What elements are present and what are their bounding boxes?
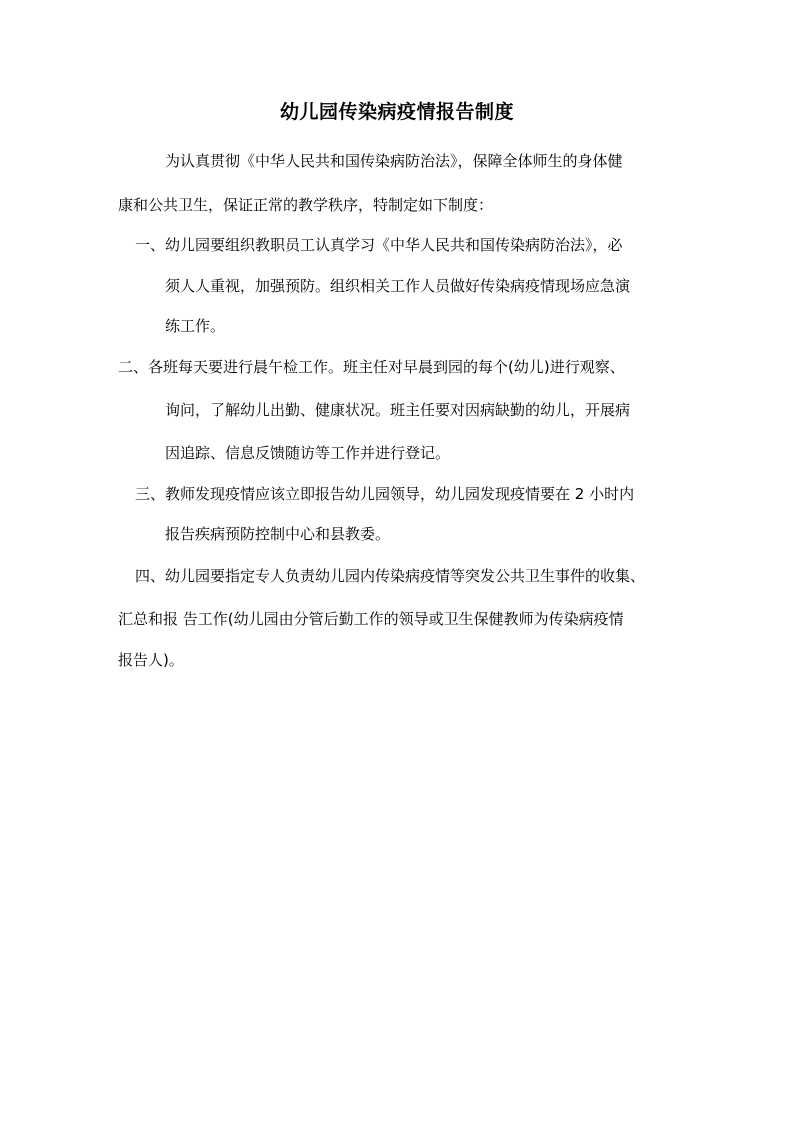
item-2-line-1: 二、各班每天要进行晨午检工作。班主任对早晨到园的每个(幼儿)进行观察、 — [118, 358, 625, 376]
item-3-line-1: 三、教师发现疫情应该立即报告幼儿园领导，幼儿园发现疫情要在 2 小时内 — [135, 485, 635, 503]
item-1-line-3: 练工作。 — [165, 317, 226, 335]
item-2-line-3: 因追踪、信息反馈随访等工作并进行登记。 — [165, 444, 451, 462]
item-1-line-1: 一、幼儿园要组织教职员工认真学习《中华人民共和国传染病防治法》，必 — [135, 236, 623, 254]
item-4-line-3: 报告人)。 — [118, 651, 184, 669]
item-2-line-2: 询问，了解幼儿出勤、健康状况。班主任要对因病缺勤的幼儿，开展病 — [165, 401, 631, 419]
item-4-line-2: 汇总和报 告工作(幼儿园由分管后勤工作的领导或卫生保健教师为传染病疫情 — [118, 610, 624, 628]
intro-line-1: 为认真贯彻《中华人民共和国传染病防治法》，保障全体师生的身体健 — [165, 152, 623, 170]
item-1-line-2: 须人人重视，加强预防。组织相关工作人员做好传染病疫情现场应急演 — [165, 277, 631, 295]
document-title: 幼儿园传染病疫情报告制度 — [279, 101, 514, 123]
intro-line-2: 康和公共卫生，保证正常的教学秩序，特制定如下制度： — [118, 196, 494, 214]
item-4-line-1: 四、幼儿园要指定专人负责幼儿园内传染病疫情等突发公共卫生事件的收集、 — [135, 567, 646, 585]
item-3-line-2: 报告疾病预防控制中心和县教委。 — [165, 525, 391, 543]
